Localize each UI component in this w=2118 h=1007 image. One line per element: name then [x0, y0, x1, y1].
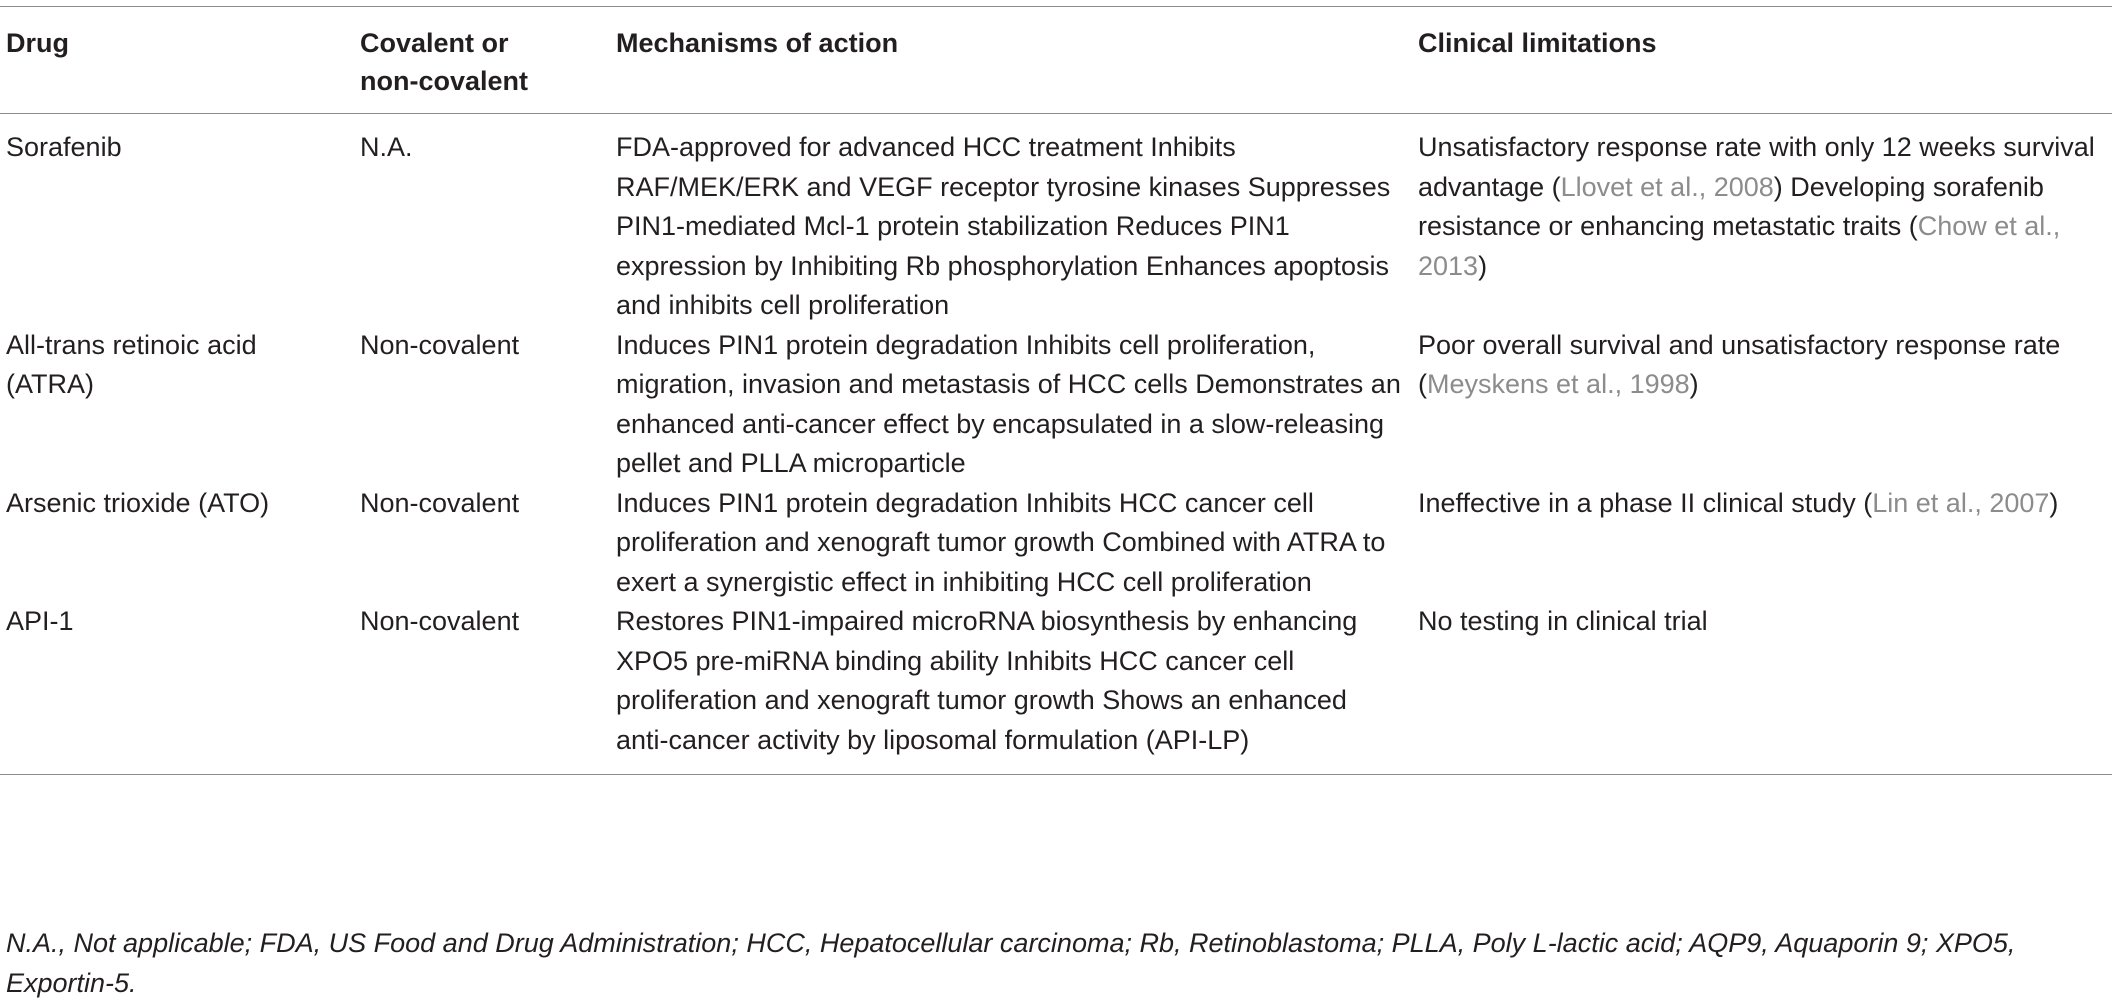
limitation-text: Unsatisfactory response rate with only 12 weeks survival advantage (	[1418, 132, 2095, 202]
table-header	[0, 7, 2112, 114]
drug-table	[0, 6, 2112, 775]
header-covalent-label: Covalent or non-covalent	[360, 28, 529, 96]
limitation-text: Ineffective in a phase II clinical study (	[1418, 487, 1873, 518]
cell-limitations	[1410, 326, 2112, 484]
cell-drug: Arsenic trioxide (ATO)	[6, 487, 270, 518]
table-footnote: N.A., Not applicable; FDA, US Food and Drug Administration; HCC, Hepatocellular carcinoma; Rb, Retinoblastoma; PLLA, Poly L-lactic acid; AQP9, Aquaporin 9; XPO5, Exportin-5.	[6, 928, 2016, 998]
cell-mechanisms: Restores PIN1-impaired microRNA biosynthesis by enhancing XPO5 pre-miRNA binding ability Inhibits HCC cancer cell proliferation and xenograft tumor growth Shows an enhanced anti-cancer activity by liposomal formulation (API-LP)	[616, 606, 1358, 755]
citation-link[interactable]: Lin et al., 2007	[1872, 487, 2050, 518]
limitation-text: )	[1478, 250, 1488, 281]
cell-limitations	[1410, 114, 2112, 326]
cell-drug: Sorafenib	[6, 132, 122, 162]
header-limitations: Clinical limitations	[1418, 28, 1657, 58]
cell-mechanisms: FDA-approved for advanced HCC treatment Inhibits RAF/MEK/ERK and VEGF receptor tyrosine kinases Suppresses PIN1-mediated Mcl-1 protein stabilization Reduces PIN1 expression by Inhibiting Rb phosphorylation Enhances apoptosis and inhibits cell proliferation	[616, 132, 1391, 320]
citation-link[interactable]: Meyskens et al., 1998	[1427, 369, 1690, 399]
drug-table-container	[0, 6, 2112, 775]
cell-covalent: Non-covalent	[360, 487, 520, 518]
header-drug: Drug	[6, 28, 69, 58]
table-row	[0, 326, 2112, 484]
header-row	[0, 7, 2112, 114]
table-row	[0, 114, 2112, 326]
citation-link[interactable]: Chow et al., 2013	[1418, 211, 2061, 281]
cell-drug-label: All-trans retinoic acid (ATRA)	[6, 329, 257, 399]
cell-limitations	[1410, 602, 2112, 775]
cell-drug	[0, 326, 352, 484]
cell-covalent: Non-covalent	[360, 329, 520, 360]
cell-covalent: N.A.	[360, 132, 413, 162]
table-row	[0, 484, 2112, 603]
limitation-text: ) Developing sorafenib resistance or enhancing metastatic traits (	[1418, 171, 2044, 241]
header-covalent	[352, 7, 608, 114]
header-mechanisms: Mechanisms of action	[616, 28, 899, 58]
limitation-text: Poor overall survival and unsatisfactory response rate (	[1418, 329, 2061, 399]
limitation-text: )	[1689, 369, 1699, 399]
table-row	[0, 602, 2112, 775]
cell-drug: API-1	[6, 606, 74, 636]
cell-mechanisms: Induces PIN1 protein degradation Inhibits HCC cancer cell proliferation and xenograft tumor growth Combined with ATRA to exert a synergistic effect in inhibiting HCC cell proliferation	[616, 487, 1386, 597]
table-body	[0, 114, 2112, 775]
limitation-text: )	[2049, 487, 2059, 518]
cell-limitations	[1410, 484, 2112, 603]
limitation-text: No testing in clinical trial	[1418, 606, 1708, 636]
cell-mechanisms: Induces PIN1 protein degradation Inhibits cell proliferation, migration, invasion and metastasis of HCC cells Demonstrates an enhanced anti-cancer effect by encapsulated in a slow-releasing pellet and PLLA microparticle	[616, 329, 1401, 478]
cell-covalent: Non-covalent	[360, 606, 520, 636]
citation-link[interactable]: Llovet et al., 2008	[1560, 171, 1774, 202]
